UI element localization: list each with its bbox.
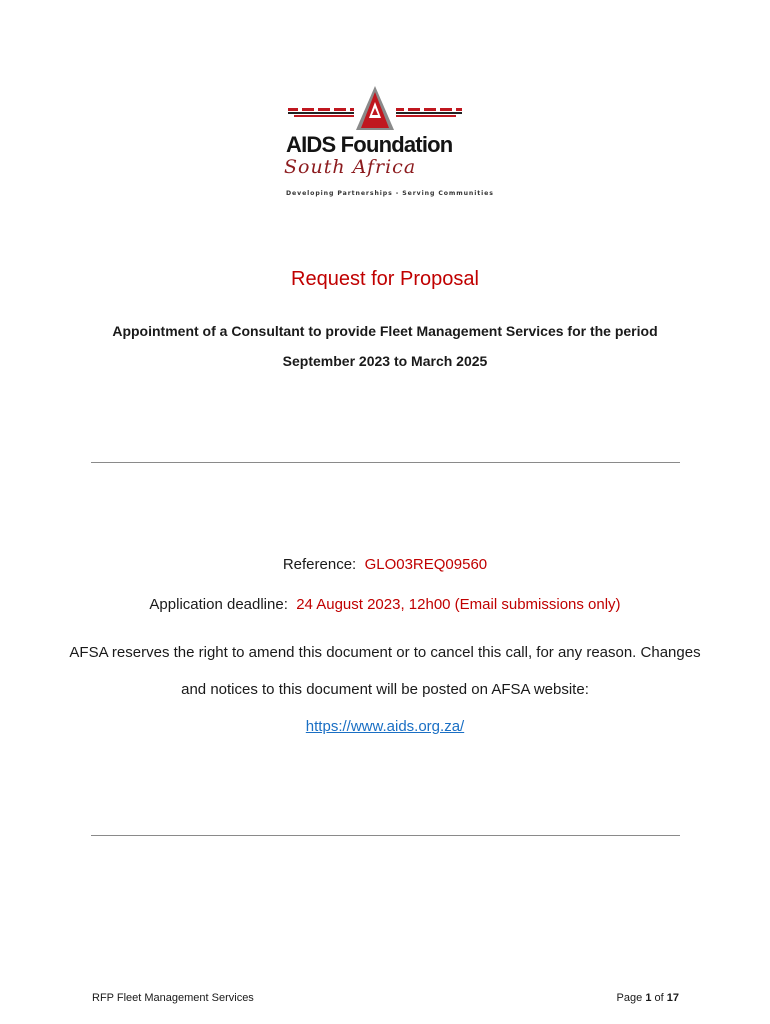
page-label: Page: [616, 992, 643, 1004]
bottom-divider: [91, 835, 680, 836]
notice-paragraph: [60, 634, 710, 745]
logo-tagline: Developing Partnerships - Serving Communities: [286, 190, 494, 197]
page-total: 17: [666, 992, 679, 1004]
notice-text: AFSA reserves the right to amend this document or to cancel this call, for any reason. Changes and notices to this document will be posted on AFSA website:: [69, 644, 701, 698]
reference-label: Reference:: [282, 556, 357, 573]
deadline-line: [60, 596, 710, 613]
page-current: 1: [645, 992, 652, 1004]
document-title: Request for Proposal: [291, 268, 479, 290]
page-of: of: [654, 992, 664, 1004]
reference-line: [60, 556, 710, 573]
deadline-value: 24 August 2023, 12h00 (Email submissions only): [296, 596, 621, 613]
website-link[interactable]: https://www.aids.org.za/: [305, 718, 465, 735]
footer-document-name: RFP Fleet Management Services: [92, 992, 254, 1004]
logo-script-text: South Africa: [284, 156, 417, 178]
footer-page-number: [617, 992, 679, 1004]
deadline-label: Application deadline:: [149, 596, 288, 613]
document-subtitle: Appointment of a Consultant to provide Fleet Management Services for the period September 2023 to March 2025: [112, 323, 658, 369]
top-divider: [91, 462, 680, 463]
reference-value: GLO03REQ09560: [364, 556, 488, 573]
aids-foundation-logo: [284, 84, 494, 204]
logo-wordmark: AIDS Foundation: [286, 132, 453, 157]
logo-emblem-icon: [284, 84, 466, 134]
